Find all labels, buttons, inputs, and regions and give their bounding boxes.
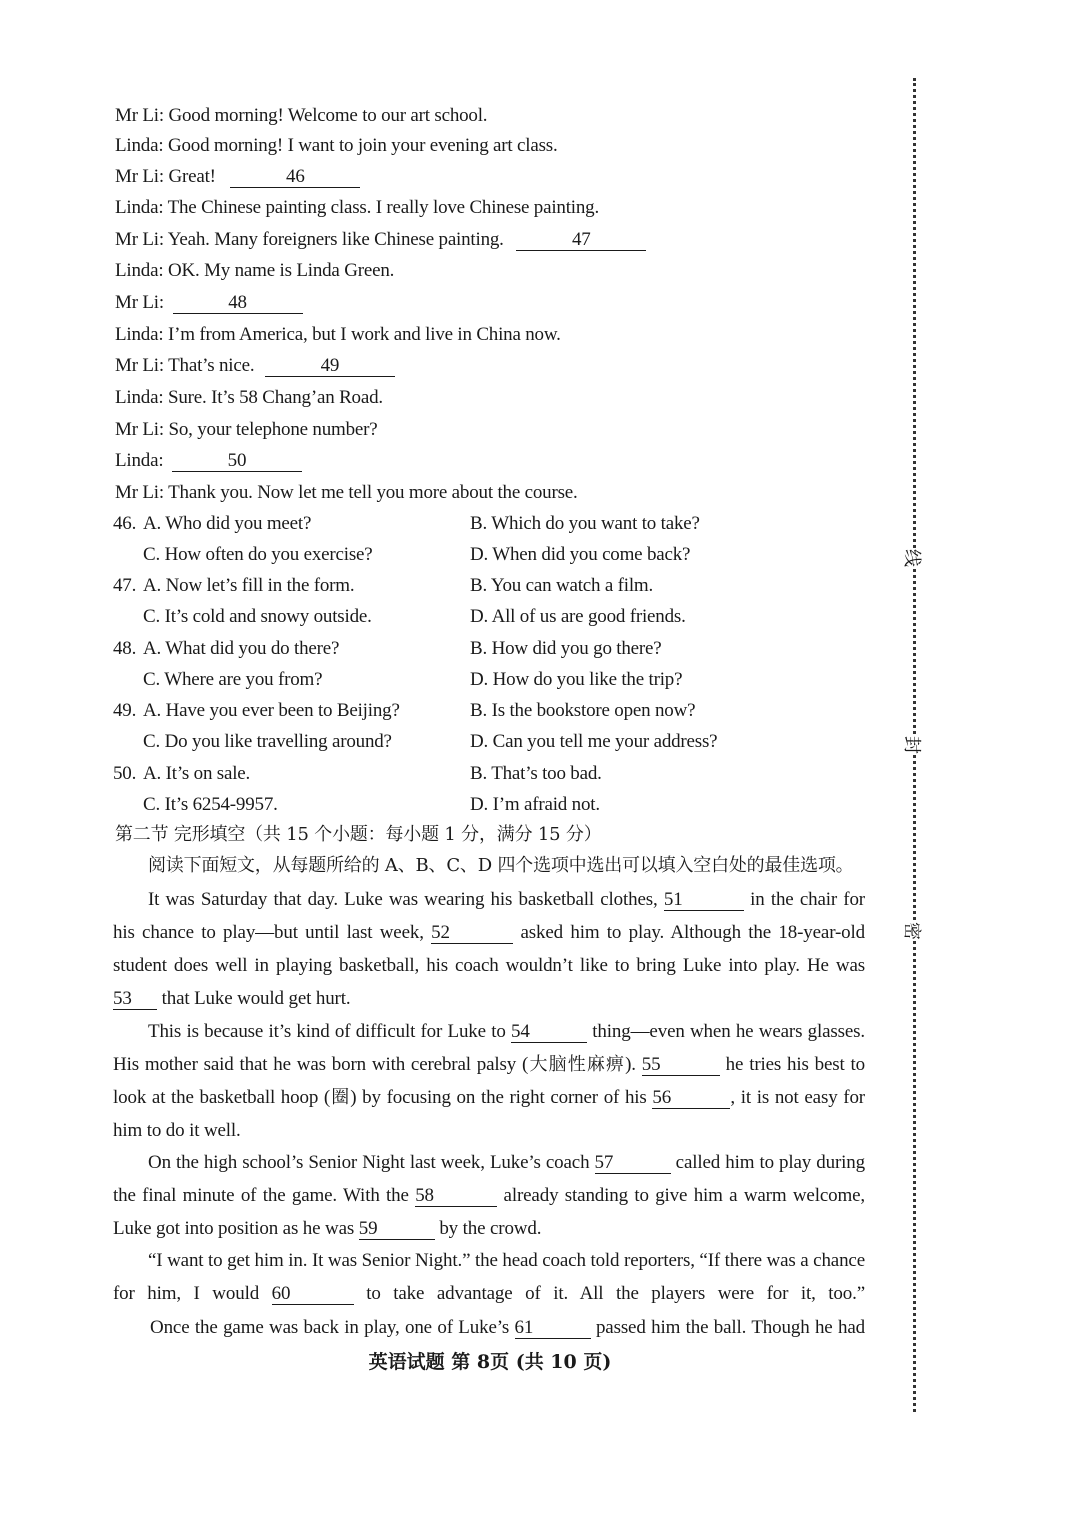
dialogue-line: Linda: The Chinese painting class. I really love Chinese painting. <box>115 197 600 218</box>
margin-char-feng: 封 <box>900 736 926 754</box>
passage-line: It was Saturday that day. Luke was wearing his basketball clothes, 51 in the chair for <box>148 889 865 910</box>
blank-60[interactable]: 60 <box>272 1284 354 1305</box>
passage-line: 53 that Luke would get hurt. <box>113 988 351 1009</box>
dialogue-line: Mr Li: Thank you. Now let me tell you more about the course. <box>115 482 578 503</box>
passage-line: Luke got into position as he was 59 by the crowd. <box>113 1218 542 1239</box>
blank-61[interactable]: 61 <box>515 1318 591 1339</box>
blank-59[interactable]: 59 <box>359 1219 435 1240</box>
option-c[interactable]: C. How often do you exercise? <box>143 544 373 565</box>
blank-56[interactable]: 56 <box>652 1088 730 1109</box>
passage-paragraph-3 <box>113 1146 865 1245</box>
option-d[interactable]: D. When did you come back? <box>470 544 691 565</box>
option-c[interactable]: C. Do you like travelling around? <box>143 731 392 752</box>
passage-paragraph-4 <box>113 1244 865 1310</box>
dialogue-line: Mr Li: So, your telephone number? <box>115 419 378 440</box>
blank-46[interactable]: 46 <box>230 167 360 188</box>
passage-line: look at the basketball hoop (圈) by focusing on the right corner of his 56 , it is not easy for <box>113 1087 865 1108</box>
page-footer: 英语试题 第 8页 (共 10 页) <box>368 1351 612 1373</box>
passage-line: student does well in playing basketball, his coach wouldn’t like to bring Luke into play. He was <box>113 955 865 976</box>
blank-51[interactable]: 51 <box>664 890 744 911</box>
option-b[interactable]: B. That’s too bad. <box>470 763 602 784</box>
option-c[interactable]: C. It’s cold and snowy outside. <box>143 606 372 627</box>
passage-line: for him, I would 60 to take advantage of it. All the players were for it, too.” <box>113 1283 865 1304</box>
option-c[interactable]: C. It’s 6254-9957. <box>143 794 278 815</box>
option-a[interactable]: A. Who did you meet? <box>143 513 312 534</box>
dialogue-line: Linda: I’m from America, but I work and live in China now. <box>115 324 561 345</box>
passage-line: “I want to get him in. It was Senior Night.” the head coach told reporters, “If there was a chance <box>148 1250 865 1271</box>
passage-line: him to do it well. <box>113 1120 241 1141</box>
blank-58[interactable]: 58 <box>415 1186 497 1207</box>
blank-54[interactable]: 54 <box>511 1022 587 1043</box>
dialogue-line: Linda: 50 <box>115 449 302 473</box>
blank-48[interactable]: 48 <box>173 293 303 314</box>
option-a[interactable]: A. Now let’s fill in the form. <box>143 575 355 596</box>
passage-line: This is because it’s kind of difficult for Luke to 54 thing—even when he wears glasses. <box>148 1021 865 1042</box>
question-50-row1: 50. A. It’s on sale. <box>113 763 251 784</box>
dialogue-line: Mr Li: Good morning! Welcome to our art school. <box>115 105 488 126</box>
dialogue-line: Mr Li: 48 <box>115 291 303 315</box>
question-47-row1: 47. A. Now let’s fill in the form. <box>113 575 355 596</box>
blank-50[interactable]: 50 <box>172 451 302 472</box>
option-c[interactable]: C. Where are you from? <box>143 669 323 690</box>
margin-char-xian: 线 <box>900 549 926 567</box>
passage-line: his chance to play—but until last week, 52 asked him to play. Although the 18-year-old <box>113 922 865 943</box>
passage-line: Once the game was back in play, one of Luke’s 61 passed him the ball. Though he had <box>150 1317 865 1338</box>
passage-line: His mother said that he was born with cerebral palsy (大脑性麻痹). 55 he tries his best to <box>113 1054 865 1075</box>
question-49-row1: 49. A. Have you ever been to Beijing? <box>113 700 400 721</box>
dialogue-line: Linda: Good morning! I want to join your evening art class. <box>115 135 558 156</box>
blank-57[interactable]: 57 <box>595 1153 671 1174</box>
passage-line: On the high school’s Senior Night last week, Luke’s coach 57 called him to play during <box>148 1152 865 1173</box>
passage-paragraph-2 <box>113 1015 865 1147</box>
option-b[interactable]: B. Which do you want to take? <box>470 513 700 534</box>
blank-53[interactable]: 53 <box>113 989 157 1010</box>
margin-char-mi: 密 <box>900 922 926 940</box>
option-d[interactable]: D. Can you tell me your address? <box>470 731 718 752</box>
question-48-row1: 48. A. What did you do there? <box>113 638 340 659</box>
blank-55[interactable]: 55 <box>642 1055 720 1076</box>
option-d[interactable]: D. I’m afraid not. <box>470 794 600 815</box>
section-title: 第二节 完形填空（共 15 个小题：每小题 1 分，满分 15 分） <box>115 824 602 845</box>
blank-47[interactable]: 47 <box>516 230 646 251</box>
dialogue-line: Mr Li: Yeah. Many foreigners like Chinese painting. 47 <box>115 228 646 252</box>
option-a[interactable]: A. It’s on sale. <box>143 763 251 784</box>
dialogue-line: Mr Li: That’s nice. 49 <box>115 354 395 378</box>
option-b[interactable]: B. How did you go there? <box>470 638 662 659</box>
blank-52[interactable]: 52 <box>431 923 513 944</box>
section-instruction: 阅读下面短文，从每题所给的 A、B、C、D 四个选项中选出可以填入空白处的最佳选项。 <box>148 855 854 876</box>
option-b[interactable]: B. Is the bookstore open now? <box>470 700 696 721</box>
passage-line: the final minute of the game. With the 58 already standing to give him a warm welcome, <box>113 1185 865 1206</box>
question-46-row1: 46. A. Who did you meet? <box>113 513 312 534</box>
passage-paragraph-5 <box>113 1311 865 1344</box>
option-b[interactable]: B. You can watch a film. <box>470 575 654 596</box>
blank-49[interactable]: 49 <box>265 356 395 377</box>
option-d[interactable]: D. How do you like the trip? <box>470 669 683 690</box>
dialogue-line: Linda: Sure. It’s 58 Chang’an Road. <box>115 387 383 408</box>
passage-paragraph-1 <box>113 883 865 1015</box>
dialogue-line: Linda: OK. My name is Linda Green. <box>115 260 395 281</box>
option-a[interactable]: A. What did you do there? <box>143 638 340 659</box>
dialogue-line: Mr Li: Great! 46 <box>115 165 360 189</box>
option-d[interactable]: D. All of us are good friends. <box>470 606 686 627</box>
option-a[interactable]: A. Have you ever been to Beijing? <box>143 700 400 721</box>
